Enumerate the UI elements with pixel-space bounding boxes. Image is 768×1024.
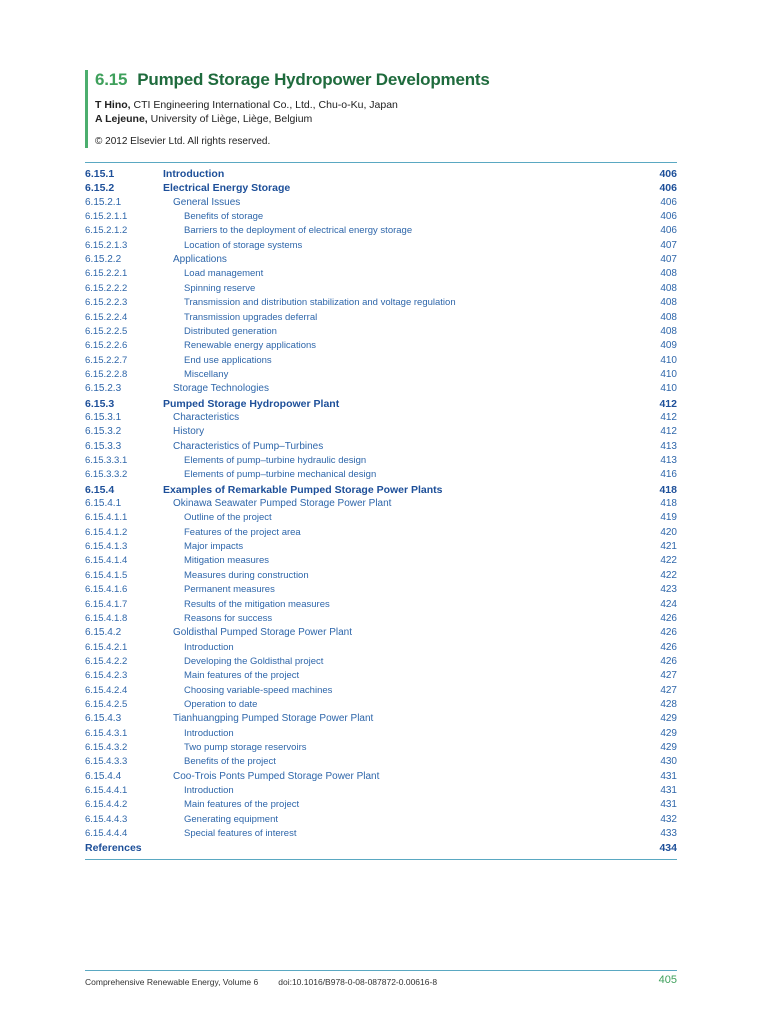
toc-entry[interactable] bbox=[85, 612, 677, 626]
toc-entry[interactable] bbox=[85, 411, 677, 425]
toc-entry-page: 429 bbox=[660, 742, 677, 753]
toc-entry-title[interactable]: Introduction bbox=[184, 727, 234, 739]
toc-entry-page: 408 bbox=[660, 311, 677, 323]
toc-entry-number: 6.15.4 bbox=[85, 483, 115, 496]
toc-entry-page: 426 bbox=[660, 612, 677, 624]
toc-entry[interactable] bbox=[85, 253, 677, 267]
title-text: Pumped Storage Hydropower Developments bbox=[137, 70, 490, 89]
toc-entry-number: 6.15.3.3.1 bbox=[85, 455, 128, 466]
toc-entry-page: 413 bbox=[660, 440, 677, 452]
toc-entry[interactable] bbox=[85, 267, 677, 281]
author-name: A Lejeune, bbox=[95, 113, 148, 125]
toc-entry-number: 6.15.4.1.8 bbox=[85, 612, 128, 624]
author-name: T Hino, bbox=[95, 99, 131, 111]
toc-entry[interactable] bbox=[85, 827, 677, 841]
toc-entry-title[interactable]: Examples of Remarkable Pumped Storage Power Plants bbox=[163, 483, 443, 496]
toc-entry[interactable] bbox=[85, 798, 677, 812]
toc-entry-title[interactable]: Main features of the project bbox=[184, 799, 300, 811]
section-accent-bar bbox=[85, 70, 88, 148]
toc-entry-title[interactable]: Goldisthal Pumped Storage Power Plant bbox=[173, 627, 352, 639]
toc-entry-page: 407 bbox=[660, 239, 677, 251]
toc-entry-page: 410 bbox=[660, 368, 677, 380]
toc-entry[interactable] bbox=[85, 224, 677, 238]
toc-entry-number: 6.15.4.2.5 bbox=[85, 698, 128, 710]
toc-entry-title[interactable]: Main features of the project bbox=[184, 670, 300, 682]
toc-entry-number: 6.15.4.2.2 bbox=[85, 655, 128, 667]
copyright-notice: © 2012 Elsevier Ltd. All rights reserved. bbox=[95, 136, 271, 147]
toc-entry[interactable] bbox=[85, 325, 677, 339]
toc-entry-page: 429 bbox=[660, 727, 677, 739]
toc-entry-page: 408 bbox=[660, 268, 677, 280]
toc-entry-number: 6.15.4.4.2 bbox=[85, 799, 128, 811]
toc-entry-page: 431 bbox=[660, 799, 677, 811]
toc-entry-page: 410 bbox=[660, 354, 677, 366]
toc-entry-page: 426 bbox=[660, 641, 677, 653]
toc-entry-number: 6.15.2.1.3 bbox=[85, 239, 128, 251]
toc-entry-title[interactable]: End use applications bbox=[184, 354, 272, 366]
toc-entry[interactable] bbox=[85, 741, 677, 755]
toc-entry-number: 6.15.4.1 bbox=[85, 498, 122, 510]
toc-entry[interactable] bbox=[85, 540, 677, 554]
toc-entry[interactable] bbox=[85, 598, 677, 612]
toc-entry[interactable] bbox=[85, 698, 677, 712]
toc-entry[interactable] bbox=[85, 167, 677, 181]
toc-entry-title[interactable]: Tianhuangping Pumped Storage Power Plant bbox=[173, 713, 374, 725]
toc-entry-title[interactable]: General Issues bbox=[173, 196, 241, 208]
toc-entry-page: 428 bbox=[660, 698, 677, 710]
toc-entry-number: 6.15.4.4.1 bbox=[85, 785, 128, 797]
toc-entry-number: 6.15.2.2.4 bbox=[85, 311, 128, 323]
toc-entry[interactable] bbox=[85, 583, 677, 597]
toc-entry-page: 408 bbox=[660, 297, 677, 309]
toc-entry-references[interactable] bbox=[85, 841, 677, 855]
toc-entry-number: 6.15.2.2.8 bbox=[85, 368, 128, 380]
toc-entry-number: 6.15.2.1 bbox=[85, 196, 122, 208]
toc-entry-number: 6.15.4.1.2 bbox=[85, 526, 128, 538]
toc-entry-page: 420 bbox=[660, 526, 677, 538]
toc-entry[interactable] bbox=[85, 569, 677, 583]
toc-entry[interactable] bbox=[85, 397, 677, 411]
toc-entry-number: 6.15.2.2.2 bbox=[85, 282, 128, 294]
toc-entry-title[interactable]: Choosing variable-speed machines bbox=[184, 684, 333, 696]
toc-entry-number: 6.15.4.3 bbox=[85, 713, 122, 725]
toc-entry[interactable] bbox=[85, 727, 677, 741]
toc-entry-title[interactable]: Characteristics of Pump–Turbines bbox=[173, 440, 324, 452]
toc-entry-page: 418 bbox=[659, 483, 677, 496]
toc-entry-title[interactable]: Coo-Trois Ponts Pumped Storage Power Plant bbox=[173, 770, 380, 782]
toc-entry-title[interactable]: History bbox=[173, 426, 205, 438]
toc-entry[interactable] bbox=[85, 813, 677, 827]
toc-entry-page: 406 bbox=[659, 168, 677, 180]
toc-entry-title[interactable]: Barriers to the deployment of electrical energy storage bbox=[184, 225, 413, 237]
toc-entry-title[interactable]: Spinning reserve bbox=[184, 282, 256, 294]
toc-entry-page: 412 bbox=[660, 426, 677, 438]
toc-entry-title[interactable]: Two pump storage reservoirs bbox=[184, 742, 307, 753]
toc-entry-number: 6.15.4.1.6 bbox=[85, 584, 128, 596]
toc-entry[interactable] bbox=[85, 712, 677, 726]
toc-entry-page: 422 bbox=[660, 569, 677, 581]
toc-entry-title[interactable]: Generating equipment bbox=[184, 813, 279, 825]
toc-entry-title[interactable]: Miscellany bbox=[184, 368, 229, 380]
toc-entry-page: 412 bbox=[660, 411, 677, 423]
toc-entry[interactable] bbox=[85, 454, 677, 468]
toc-entry-number: 6.15.2.2.7 bbox=[85, 354, 128, 366]
toc-entry-number: 6.15.4.2.1 bbox=[85, 641, 128, 653]
toc-entry-number: 6.15.3.3.2 bbox=[85, 469, 128, 481]
toc-entry-number: 6.15.4.1.4 bbox=[85, 555, 128, 567]
toc-entry-number: 6.15.2 bbox=[85, 182, 115, 195]
toc-entry-number: 6.15.3.3 bbox=[85, 440, 122, 452]
toc-entry[interactable] bbox=[85, 296, 677, 310]
toc-entry-number: 6.15.4.4.3 bbox=[85, 813, 128, 825]
toc-entry-title[interactable]: Electrical Energy Storage bbox=[163, 182, 291, 195]
toc-entry-page: 432 bbox=[660, 813, 677, 825]
toc-entry-page: 407 bbox=[660, 254, 677, 266]
toc-entry[interactable] bbox=[85, 282, 677, 296]
toc-entry[interactable] bbox=[85, 526, 677, 540]
toc-top-rule bbox=[85, 162, 677, 163]
toc-entry[interactable] bbox=[85, 770, 677, 784]
toc-entry-number: 6.15.1 bbox=[85, 168, 115, 180]
toc-entry[interactable] bbox=[85, 655, 677, 669]
toc-entry-page: 430 bbox=[660, 756, 677, 768]
toc-entry-title[interactable]: Pumped Storage Hydropower Plant bbox=[163, 397, 340, 410]
toc-entry-number: 6.15.3.2 bbox=[85, 426, 122, 438]
toc-entry-title[interactable]: Storage Technologies bbox=[173, 383, 269, 395]
toc-entry[interactable] bbox=[85, 339, 677, 353]
toc-entry-number: 6.15.2.2.3 bbox=[85, 297, 128, 309]
toc-entry-page: 429 bbox=[660, 713, 677, 725]
toc-entry-number: 6.15.4.1.1 bbox=[85, 512, 128, 524]
toc-entry[interactable] bbox=[85, 784, 677, 798]
section-number: 6.15 bbox=[95, 70, 128, 89]
toc-entry-number: 6.15.2.2.1 bbox=[85, 268, 128, 280]
toc-entry-title[interactable]: Benefits of the project bbox=[184, 756, 276, 768]
book-title: Comprehensive Renewable Energy, Volume 6 bbox=[85, 977, 259, 987]
author-line bbox=[95, 113, 312, 125]
toc-entry-page: 409 bbox=[660, 340, 677, 352]
toc-entry-number: 6.15.2.2.6 bbox=[85, 340, 128, 352]
toc-entry-page: 423 bbox=[660, 584, 677, 596]
toc-entry-number: 6.15.4.1.5 bbox=[85, 569, 128, 581]
toc-entry-number: 6.15.4.2 bbox=[85, 627, 122, 639]
toc-entry-title[interactable]: Major impacts bbox=[184, 541, 244, 553]
toc-entry[interactable] bbox=[85, 440, 677, 454]
footer-rule bbox=[85, 970, 677, 971]
toc-entry-number: 6.15.4.1.3 bbox=[85, 541, 128, 553]
toc-entry-title[interactable]: Introduction bbox=[184, 641, 234, 653]
toc-entry-title[interactable]: Distributed generation bbox=[184, 325, 277, 337]
toc-entry-title[interactable]: Benefits of storage bbox=[184, 211, 264, 223]
toc-entry-page: 408 bbox=[660, 325, 677, 337]
toc-entry-page: 424 bbox=[660, 598, 677, 610]
toc-entry[interactable] bbox=[85, 669, 677, 683]
toc-entry[interactable] bbox=[85, 354, 677, 368]
toc-entry-page: 431 bbox=[660, 770, 677, 782]
toc-entry-number: 6.15.4.4.4 bbox=[85, 828, 128, 840]
toc-entry-page: 412 bbox=[659, 397, 677, 410]
toc-entry-title[interactable]: Results of the mitigation measures bbox=[184, 598, 330, 610]
toc-entry-number: 6.15.2.1.1 bbox=[85, 211, 128, 223]
toc-entry-title[interactable]: Permanent measures bbox=[184, 584, 275, 596]
toc-entry-number: 6.15.2.2 bbox=[85, 254, 122, 266]
footer bbox=[85, 977, 437, 987]
toc-entry-page: 416 bbox=[660, 469, 677, 481]
toc-entry-title[interactable]: Features of the project area bbox=[184, 526, 301, 538]
toc-entry-number: 6.15.4.2.4 bbox=[85, 684, 128, 696]
toc-entry-number: 6.15.4.3.3 bbox=[85, 756, 128, 768]
toc-entry[interactable] bbox=[85, 641, 677, 655]
toc-entry-number: 6.15.2.1.2 bbox=[85, 225, 128, 237]
toc-entry-number: 6.15.4.3.2 bbox=[85, 742, 128, 753]
author-affiliation: CTI Engineering International Co., Ltd., Chu-o-Ku, Japan bbox=[130, 99, 398, 111]
toc-entry-number: 6.15.4.4 bbox=[85, 770, 122, 782]
toc-entry-title[interactable]: Mitigation measures bbox=[184, 555, 270, 567]
toc-entry[interactable] bbox=[85, 626, 677, 640]
toc-entry-page: 406 bbox=[660, 225, 677, 237]
toc-entry-page: 426 bbox=[660, 655, 677, 667]
chapter-title bbox=[95, 70, 490, 90]
toc-entry-title[interactable]: Characteristics bbox=[173, 411, 240, 423]
toc-entry[interactable] bbox=[85, 468, 677, 482]
toc-entry-title[interactable]: Outline of the project bbox=[184, 512, 272, 524]
toc-entry-number: 6.15.3 bbox=[85, 397, 115, 410]
toc-entry-page: 427 bbox=[660, 670, 677, 682]
toc-entry-title[interactable]: Location of storage systems bbox=[184, 239, 303, 251]
toc-entry-title[interactable]: Elements of pump–turbine mechanical design bbox=[184, 469, 377, 481]
toc-entry-page: 427 bbox=[660, 684, 677, 696]
toc-entry-page: 406 bbox=[660, 211, 677, 223]
toc-entry[interactable] bbox=[85, 210, 677, 224]
toc-entry[interactable] bbox=[85, 497, 677, 511]
toc-entry[interactable] bbox=[85, 483, 677, 497]
toc-entry-title[interactable]: Transmission upgrades deferral bbox=[184, 311, 318, 323]
doi: doi:10.1016/B978-0-08-087872-0.00616-8 bbox=[278, 977, 438, 987]
author-line bbox=[95, 99, 398, 111]
toc-entry-page: 422 bbox=[660, 555, 677, 567]
toc-entry[interactable] bbox=[85, 311, 677, 325]
toc-entry-page: 431 bbox=[660, 785, 677, 797]
toc-entry-title[interactable]: References bbox=[85, 842, 142, 855]
toc-entry-number: 6.15.4.3.1 bbox=[85, 727, 128, 739]
toc-entry-page: 434 bbox=[659, 842, 677, 855]
toc-entry-title[interactable]: Okinawa Seawater Pumped Storage Power Plant bbox=[173, 498, 392, 510]
toc-entry-number: 6.15.4.1.7 bbox=[85, 598, 128, 610]
toc-entry-number: 6.15.2.3 bbox=[85, 383, 122, 395]
toc-entry-page: 413 bbox=[660, 455, 677, 466]
toc-entry[interactable] bbox=[85, 684, 677, 698]
toc-entry[interactable] bbox=[85, 196, 677, 210]
toc-entry-page: 406 bbox=[660, 196, 677, 208]
toc-entry[interactable] bbox=[85, 368, 677, 382]
page-number: 405 bbox=[658, 974, 677, 986]
toc-entry-number: 6.15.2.2.5 bbox=[85, 325, 128, 337]
toc-entry[interactable] bbox=[85, 382, 677, 396]
toc-entry-page: 426 bbox=[660, 627, 677, 639]
toc-entry-title[interactable]: Special features of interest bbox=[184, 828, 297, 840]
toc-entry-title[interactable]: Measures during construction bbox=[184, 569, 309, 581]
toc-entry-page: 406 bbox=[659, 182, 677, 195]
toc-entry-title[interactable]: Renewable energy applications bbox=[184, 340, 317, 352]
toc-entry-number: 6.15.3.1 bbox=[85, 411, 122, 423]
toc-entry-title[interactable]: Applications bbox=[173, 254, 227, 266]
toc-entry[interactable] bbox=[85, 511, 677, 525]
toc-entry-title[interactable]: Reasons for success bbox=[184, 612, 273, 624]
toc-entry-title[interactable]: Transmission and distribution stabilization and voltage regulation bbox=[184, 297, 456, 309]
toc-entry-title[interactable]: Elements of pump–turbine hydraulic design bbox=[184, 455, 367, 466]
toc-entry-page: 419 bbox=[660, 512, 677, 524]
toc-entry-number: 6.15.4.2.3 bbox=[85, 670, 128, 682]
toc-entry-title[interactable]: Developing the Goldisthal project bbox=[184, 655, 324, 667]
toc-entry-page: 421 bbox=[660, 541, 677, 553]
toc-entry-page: 418 bbox=[660, 498, 677, 510]
author-affiliation: University of Liège, Liège, Belgium bbox=[147, 113, 313, 125]
toc-entry[interactable] bbox=[85, 554, 677, 568]
toc-entry-page: 433 bbox=[660, 828, 677, 840]
toc-entry[interactable] bbox=[85, 181, 677, 195]
toc-entry-page: 408 bbox=[660, 282, 677, 294]
toc-entry[interactable] bbox=[85, 239, 677, 253]
toc-bottom-rule bbox=[85, 859, 677, 860]
toc-entry-title[interactable]: Load management bbox=[184, 268, 264, 280]
toc-entry-page: 410 bbox=[660, 383, 677, 395]
toc-entry-title[interactable]: Introduction bbox=[184, 785, 234, 797]
toc-entry-title[interactable]: Introduction bbox=[163, 168, 225, 180]
toc-entry[interactable] bbox=[85, 425, 677, 439]
toc-entry[interactable] bbox=[85, 755, 677, 769]
toc-entry-title[interactable]: Operation to date bbox=[184, 698, 258, 710]
